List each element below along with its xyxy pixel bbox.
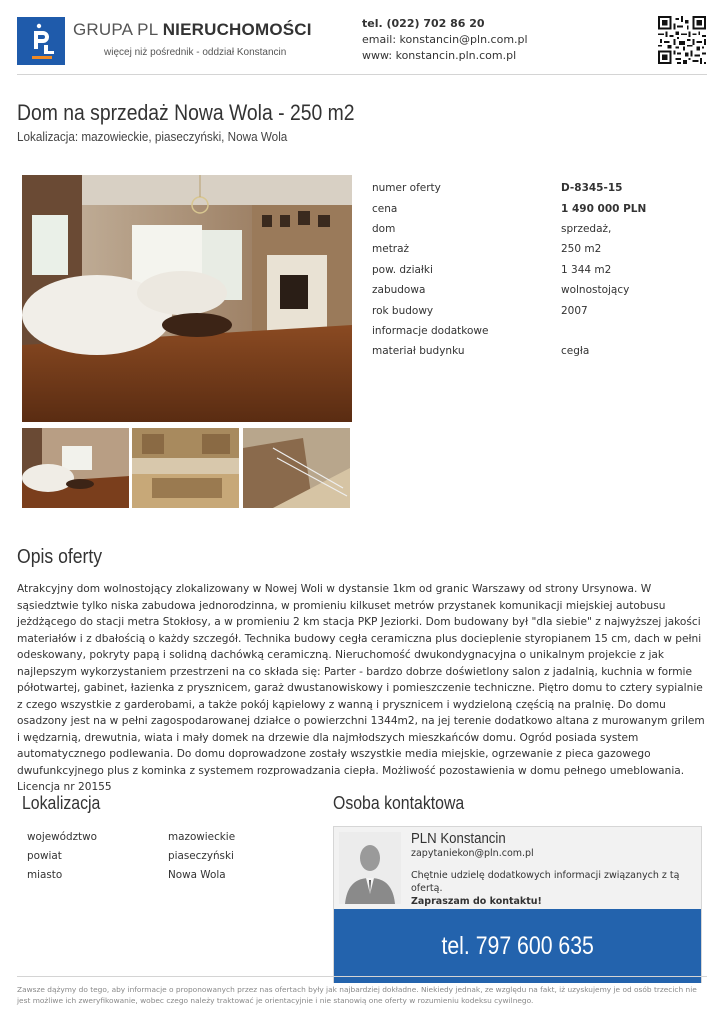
footer-disclaimer: Zawsze dążymy do tego, aby informacje o proponowanych przez nas ofertach były jak najbardziej dokładne. Niekiedy jednak, ze względu na fakt, iż uzyskujemy je od osób trzecich nie jest możliwe ich zweryfikowanie, wobec czego należy traktować je orientacyjnie i nie stanowią one oferty w rozumieniu kodeksu cywilnego.	[17, 985, 697, 1005]
offer-number: D-8345-15	[561, 182, 623, 195]
contact-card	[333, 826, 702, 983]
footer-divider	[17, 976, 707, 977]
location-table	[27, 827, 235, 884]
detail-row: zabudowa wolnostojący	[372, 284, 630, 297]
listing-location: Lokalizacja: mazowieckie, piaseczyński, Nowa Wola	[17, 129, 288, 144]
header-divider	[17, 74, 707, 75]
detail-row: pow. działki 1 344 m2	[372, 263, 612, 276]
detail-row: numer oferty D-8345-15	[372, 182, 623, 195]
contact-email[interactable]: zapytaniekon@pln.com.pl	[411, 848, 534, 859]
location-row: miasto Nowa Wola	[27, 868, 226, 881]
detail-row: informacje dodatkowe	[372, 324, 489, 337]
location-row: powiat piaseczyński	[27, 849, 234, 862]
listing-details	[372, 178, 712, 362]
location-heading: Lokalizacja	[22, 793, 101, 813]
brand-name: GRUPA PL NIERUCHOMOŚCI	[73, 20, 312, 39]
description-text: Atrakcyjny dom wolnostojący zlokalizowany w Nowej Woli w dystansie 1km od granic Warszawy od strony Ursynowa. W sąsiedztwie tylko niska zabudowa jednorodzinna, w promieniu kilkuset metrów przystanek komunikacji miejskiej autobusu jeżdżącego do stacji metra Stokłosy, a w promieniu 2 km stacja PKP Jeziorki. Dom budowany był "dla siebie" z najwyższej jakości materiałów i z dbałością o każdy szczegół. Technika budowy cegła ceramiczna plus docieplenie styropianem 15 cm, dach w pełni odeskowany, pokryty papą i solidną dachówką ceramiczną. Nieruchomość dwukondygnacyjna o unikalnym projekcie z jak najlepszym wykorzystaniem przestrzeni na co składa się: Parter - bardzo dobrze doświetlony salon z jadalnią, kuchnia w formie półotwartej, gabinet, łazienka z prysznicem, garaż dwustanowiskowy i pomieszczenie techniczne. Piętro domu to cztery sypialnie z czego wszystkie z garderobami, a także pokój kąpielowy z wanną i prysznicem i wydzieloną częścią na pralnię. Do domu osadzony jest na w pełni zagospodarowanej działce o powierzchni 1344m2, na jej terenie dodatkowo altana z murowanym grilem i wędzarnią, drewutnia, wiata i mały domek na drzewie dla najmłodszych mieszkańców domu. Ogród posiada system automatycznego podlewania. Do domu doprowadzone zostały wszystkie media miejskie, ogrzewanie z pieca gazowego dwufunkcyjnego plus z kominka z systemem rozprowadzania ciepła. Możliwość pozostawienia w domu pełnego umeblowania. Licencja nr 20155	[17, 583, 705, 793]
listing-title: Dom na sprzedaż Nowa Wola - 250 m2	[17, 100, 355, 125]
detail-row: dom sprzedaż,	[372, 222, 612, 235]
office-website[interactable]: www: konstancin.pln.com.pl	[362, 49, 517, 62]
person-avatar-icon	[339, 832, 401, 904]
contact-phone-button[interactable]	[334, 909, 701, 983]
location-row: województwo mazowieckie	[27, 830, 236, 843]
office-contact	[362, 16, 528, 64]
main-photo[interactable]	[22, 175, 352, 422]
contact-name: PLN Konstancin	[411, 830, 506, 847]
office-phone[interactable]: tel. (022) 702 86 20	[362, 17, 485, 30]
detail-row: cena 1 490 000 PLN	[372, 202, 647, 215]
contact-heading: Osoba kontaktowa	[333, 793, 465, 813]
contact-note: Chętnie udzielę dodatkowych informacji związanych z tą ofertą. Zapraszam do kontaktu!	[411, 870, 680, 907]
contact-phone[interactable]: tel. 797 600 635	[441, 931, 594, 960]
price: 1 490 000 PLN	[561, 202, 647, 215]
detail-row: materiał budynku cegła	[372, 345, 590, 358]
photo-thumbnail[interactable]	[243, 428, 350, 508]
qr-code-icon	[658, 16, 706, 64]
pl-logo-icon[interactable]	[17, 17, 65, 65]
photo-thumbnail[interactable]	[132, 428, 239, 508]
description-heading: Opis oferty	[17, 546, 103, 568]
photo-thumbnail[interactable]	[22, 428, 129, 508]
detail-row: metraż 250 m2	[372, 243, 602, 256]
office-email[interactable]: email: konstancin@pln.com.pl	[362, 33, 528, 46]
detail-row: rok budowy 2007	[372, 304, 588, 317]
brand-tagline: więcej niż pośrednik - oddział Konstancin	[104, 47, 287, 58]
page-header	[0, 0, 725, 75]
